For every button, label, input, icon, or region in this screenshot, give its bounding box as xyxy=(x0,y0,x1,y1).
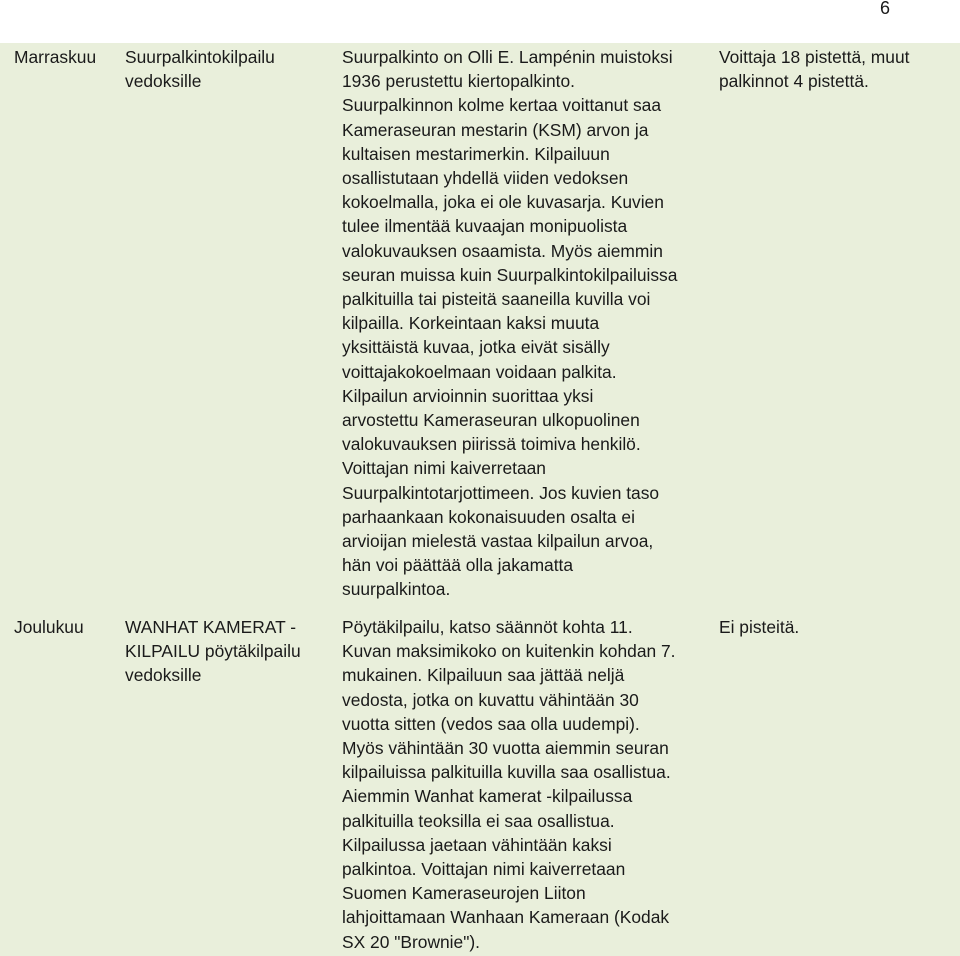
description-line: Myös vähintään 30 vuotta aiemmin seuran xyxy=(342,738,669,759)
description-line: Kilpailussa jaetaan vähintään kaksi xyxy=(342,834,612,855)
description-line: seuran muissa kuin Suurpalkintokilpailuissa xyxy=(342,264,678,285)
description-line: kilpailla. Korkeintaan kaksi muuta xyxy=(342,313,600,334)
table-row xyxy=(0,45,960,621)
description-line: vuotta sitten (vedos saa olla uudempi). xyxy=(342,713,640,734)
description-line: valokuvauksen piirissä toimiva henkilö. xyxy=(342,434,641,455)
description-line: voittajakokoelmaan voidaan palkita. xyxy=(342,361,617,382)
points-line: Voittaja 18 pistettä, muut xyxy=(719,47,910,67)
description-line: Suomen Kameraseurojen Liiton xyxy=(342,883,586,904)
description-line: vedosta, jotka on kuvattu vähintään 30 xyxy=(342,689,639,710)
description-line: kultaisen mestarimerkin. Kilpailuun xyxy=(342,143,610,164)
month-label: Marraskuu xyxy=(14,47,97,67)
competition-name-line: KILPAILU pöytäkilpailu xyxy=(125,641,301,662)
description-line: valokuvauksen osaamista. Myös aiemmin xyxy=(342,240,663,261)
competition-name-line: WANHAT KAMERAT - xyxy=(125,617,297,637)
description-line: Suurpalkinnon kolme kertaa voittanut saa xyxy=(342,95,662,116)
description-line: Kameraseuran mestarin (KSM) arvon ja xyxy=(342,119,649,140)
description-line: arvioijan mielestä vastaa kilpailun arvoa, xyxy=(342,531,654,552)
description-line: Voittajan nimi kaiverretaan xyxy=(342,458,546,479)
month-cell xyxy=(14,615,84,639)
description-line: lahjoittamaan Wanhaan Kameraan (Kodak xyxy=(342,907,670,928)
description-line: palkintoa. Voittajan nimi kaiverretaan xyxy=(342,859,626,880)
competition-name-line: vedoksille xyxy=(125,665,202,686)
description-line: Kuvan maksimikoko on kuitenkin kohdan 7. xyxy=(342,641,676,662)
description-line: hän voi päättää olla jakamatta xyxy=(342,555,574,576)
description-cell xyxy=(342,45,677,602)
description-line: yksittäistä kuvaa, jotka eivät sisälly xyxy=(342,337,610,358)
description-line: SX 20 "Brownie"). xyxy=(342,931,481,952)
points-cell xyxy=(719,615,799,639)
description-line: kilpailuissa palkituilla kuvilla saa osallistua. xyxy=(342,762,671,783)
points-line: palkinnot 4 pistettä. xyxy=(719,71,869,92)
description-cell xyxy=(342,615,676,954)
description-line: palkituilla teoksilla ei saa osallistua. xyxy=(342,810,615,831)
description-line: mukainen. Kilpailuun saa jättää neljä xyxy=(342,665,625,686)
points-line: Ei pisteitä. xyxy=(719,617,800,637)
description-line: Suurpalkinto on Olli E. Lampénin muistoksi xyxy=(342,47,673,67)
points-cell xyxy=(719,45,909,93)
competition-name-cell xyxy=(125,45,275,93)
description-line: Aiemmin Wanhat kamerat -kilpailussa xyxy=(342,786,633,807)
description-line: suurpalkintoa. xyxy=(342,579,451,600)
description-line: arvostettu Kameraseuran ulkopuolinen xyxy=(342,410,640,431)
description-line: parhaankaan kokonaisuuden osalta ei xyxy=(342,506,635,527)
description-line: Pöytäkilpailu, katso säännöt kohta 11. xyxy=(342,617,633,637)
description-line: tulee ilmentää kuvaajan monipuolista xyxy=(342,216,628,237)
description-line: osallistutaan yhdellä viiden vedoksen xyxy=(342,168,629,189)
description-line: Kilpailun arvioinnin suorittaa yksi xyxy=(342,385,594,406)
competition-table xyxy=(0,42,960,956)
description-line: kokoelmalla, joka ei ole kuvasarja. Kuvien xyxy=(342,192,664,213)
page-number: 6 xyxy=(879,0,890,18)
competition-name-cell xyxy=(125,615,301,688)
description-line: Suurpalkintotarjottimeen. Jos kuvien taso xyxy=(342,482,660,503)
competition-name-line: Suurpalkintokilpailu xyxy=(125,47,275,67)
table-row xyxy=(0,615,960,956)
description-line: palkituilla tai pisteitä saaneilla kuvilla voi xyxy=(342,289,651,310)
month-label: Joulukuu xyxy=(14,617,84,637)
competition-name-line: vedoksille xyxy=(125,71,202,92)
month-cell xyxy=(14,45,96,69)
description-line: 1936 perustettu kiertopalkinto. xyxy=(342,71,575,92)
